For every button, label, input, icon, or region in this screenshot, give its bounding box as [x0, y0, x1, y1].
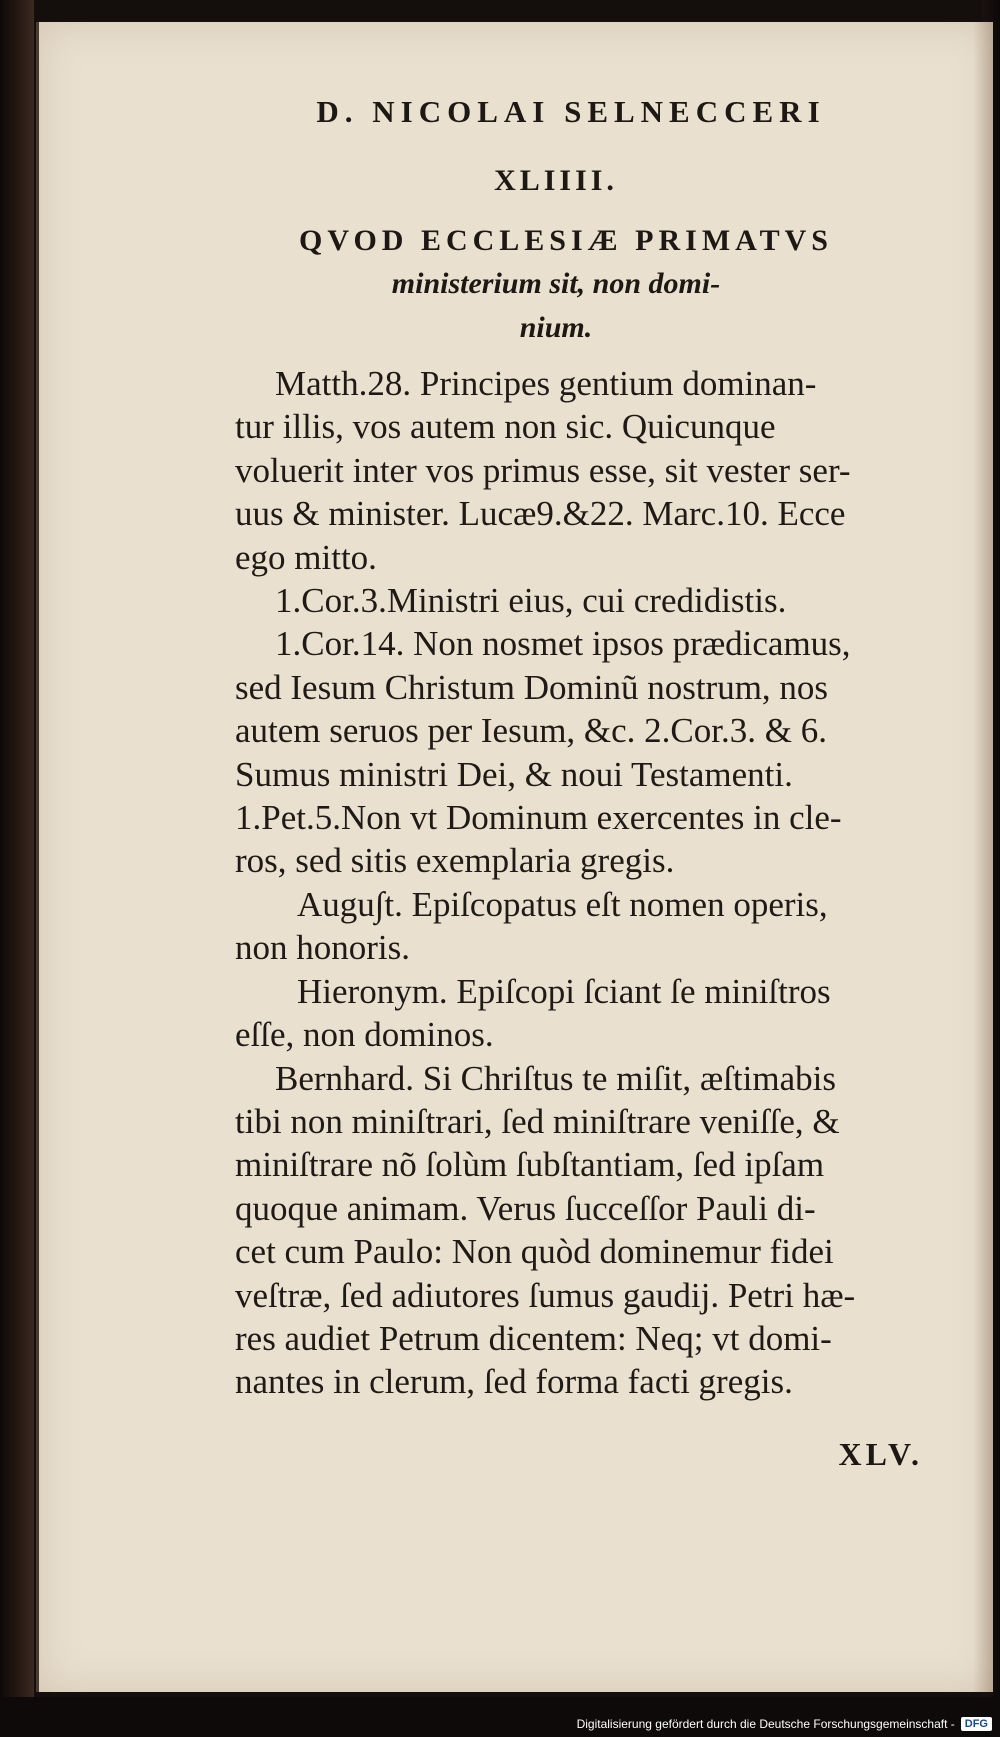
text-line: ego mitto.	[235, 537, 377, 577]
text-line: ros, sed sitis exemplaria gregis.	[235, 841, 675, 881]
paragraph-bernard	[235, 1057, 963, 1404]
paragraph-matthew-cont	[235, 405, 963, 579]
text-line: tur illis, vos autem non sic. Quicunque	[235, 407, 776, 447]
dfg-logo: DFG	[961, 1717, 992, 1731]
paragraph-jerome	[235, 970, 963, 1057]
text-line: autem seruos per Iesum, &c. 2.Cor.3. & 6.	[235, 711, 827, 751]
text-line: cet cum Paulo: Non quòd dominemur fidei	[235, 1232, 834, 1272]
digitization-credit	[577, 1717, 992, 1731]
text-line: uus & minister. Lucæ9.&22. Marc.10. Ecce	[235, 494, 846, 534]
text-line: Hieronym. Epiſcopi ſciant ſe miniſtros	[297, 971, 831, 1011]
catchword: XLV.	[838, 1436, 923, 1472]
paragraph-corinthians-3	[235, 579, 963, 622]
text-line: veſtræ, ſed adiutores ſumus gaudij. Petri hæ-	[235, 1275, 856, 1315]
section-title: QVOD ECCLESIÆ PRIMATVS	[299, 224, 833, 257]
text-line: non honoris.	[235, 928, 410, 968]
section-number: XLIIII.	[494, 164, 618, 197]
text-line: res audiet Petrum dicentem: Neq; vt domi-	[235, 1318, 832, 1358]
text-line: 1.Cor.14. Non nosmet ipsos prædicamus,	[275, 624, 851, 664]
subtitle-line: nium.	[519, 311, 593, 344]
text-line: quoque animam. Verus ſucceſſor Pauli di-	[235, 1188, 816, 1228]
text-line: sed Iesum Christum Dominũ nostrum, nos	[235, 667, 829, 707]
text-line: Augu∫t. Epiſcopatus eſt nomen operis,	[297, 884, 828, 924]
text-line: Bernhard. Si Chriſtus te miſit, æſtimabis	[275, 1058, 836, 1098]
text-line: 1.Cor.3.Ministri eius, cui credidistis.	[275, 581, 787, 621]
subtitle-line: ministerium sit, non domi-	[391, 267, 721, 300]
text-line: Sumus ministri Dei, & noui Testamenti.	[235, 754, 793, 794]
section-subtitle	[39, 262, 993, 350]
text-line: nantes in clerum, ſed forma facti gregis.	[235, 1362, 793, 1402]
text-line: eſſe, non dominos.	[235, 1015, 494, 1055]
text-line: Matth.28. Principes gentium dominan-	[275, 364, 817, 403]
book-page	[36, 22, 993, 1692]
text-line: 1.Pet.5.Non vt Dominum exercentes in cle-	[235, 798, 842, 838]
credit-text: Digitalisierung gefördert durch die Deutsche Forschungsgemeinschaft -	[576, 1717, 955, 1731]
body-text	[235, 362, 963, 1404]
text-line: miniſtrare nõ ſolùm ſubſtantiam, ſed ipſam	[235, 1145, 825, 1185]
paragraph-augustine	[235, 883, 963, 970]
paragraph-corinthians-14	[235, 622, 963, 882]
page-header	[39, 94, 993, 350]
text-line: voluerit inter vos primus esse, sit vester ser-	[235, 450, 851, 490]
paragraph-matthew	[235, 362, 963, 405]
text-line: tibi non miniſtrari, ſed miniſtrare veniſſe, &	[235, 1101, 840, 1141]
running-head: D. NICOLAI SELNECCERI	[316, 94, 826, 129]
book-spine-edge	[0, 0, 34, 1737]
